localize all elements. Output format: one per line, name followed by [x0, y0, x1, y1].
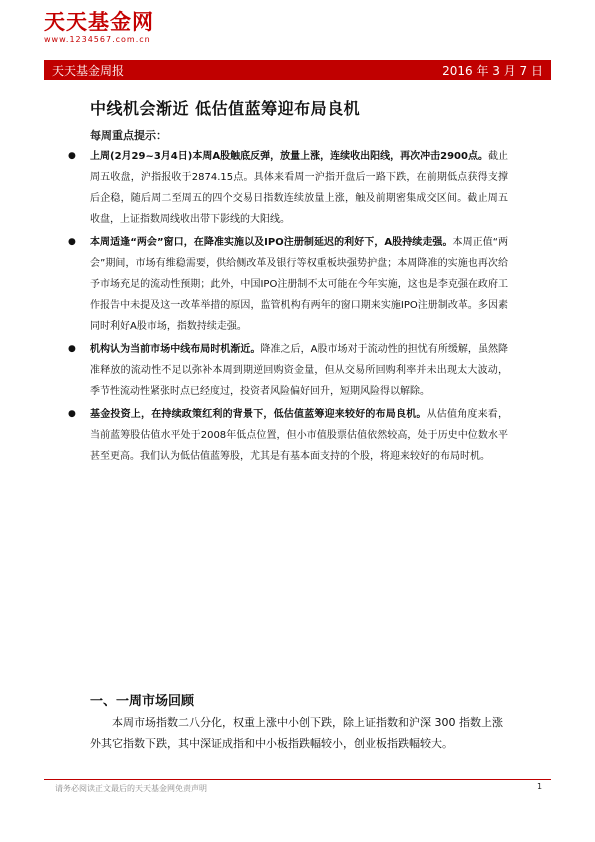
page-title: 中线机会渐近 低估值蓝筹迎布局良机 — [90, 99, 361, 118]
highlight-item — [68, 146, 509, 230]
highlight-body: 从估值角度来看，当前蓝筹股估值水平处于2008年低点位置，但小市值股票估值依然较高，处于历史中位数水平甚至更高。我们认为低估值蓝筹股，尤其是有基本面支持的个股，将迎来较好的布局时机。 — [90, 409, 509, 462]
page-number: 1 — [537, 782, 543, 791]
bullet-icon: ● — [68, 409, 76, 419]
highlight-body: 截止周五收盘，沪指报收于2874.15点。具体来看周一沪指开盘后一路下跌，在前期低点获得支撑后企稳，随后周二至周五的四个交易日指数连续放量上涨，触及前期密集成交区间。截止周五收盘，上证指数周线收出带下影线的大阳线。 — [90, 151, 509, 225]
weekly-highlights-heading: 每周重点提示： — [90, 129, 167, 142]
highlight-lead: 基金投资上，在持续政策红利的背景下，低估值蓝筹迎来较好的布局良机。 — [90, 409, 427, 420]
logo — [44, 10, 154, 44]
header-bar — [44, 60, 551, 80]
report-name: 天天基金周报 — [52, 63, 125, 78]
logo-url: www.1234567.com.cn — [44, 35, 151, 44]
section-heading: 一、一周市场回顾 — [90, 694, 195, 709]
logo-text: 天天基金网 — [44, 9, 154, 34]
highlight-item — [68, 232, 509, 337]
highlight-item — [68, 339, 509, 402]
highlight-lead: 本周适逢“两会”窗口，在降准实施以及IPO注册制延迟的利好下，A股持续走强。 — [90, 237, 453, 248]
highlight-item — [68, 404, 509, 467]
report-date: 2016 年 3 月 7 日 — [442, 63, 543, 78]
highlight-lead: 机构认为当前市场中线布局时机渐近。 — [90, 344, 261, 355]
highlight-body: 降准之后，A股市场对于流动性的担忧有所缓解，虽然降准释放的流动性不足以弥补本周到期逆回购资金量，但从交易所回购利率并未出现太大波动，季节性流动性紧张时点已经度过，投资者风险偏好回升，短期风险得以解除。 — [90, 344, 509, 397]
footer-disclaimer: 请务必阅读正文最后的天天基金网免责声明 — [55, 784, 207, 793]
footer-divider — [44, 779, 551, 780]
bullet-icon: ● — [68, 344, 76, 354]
section-body: 本周市场指数二八分化，权重上涨中小创下跌，除上证指数和沪深 300 指数上涨外其它指数下跌，其中深证成指和中小板指跌幅较小，创业板指跌幅较大。 — [90, 716, 503, 750]
highlight-body: 本周正值“两会”期间，市场有维稳需要，供给侧改革及银行等权重板块强势护盘；本周降准的实施也再次给予市场充足的流动性预期；此外，中国IPO注册制不太可能在今年实施，这也是李克强在政府工作报告中未提及这一改革举措的原因，监管机构有两年的窗口期来实施IPO注册制改革。多因素同时利好A股市场，指数持续走强。 — [90, 237, 509, 332]
highlights-list — [68, 146, 509, 469]
bullet-icon: ● — [68, 237, 76, 247]
highlight-lead: 上周(2月29~3月4日)本周A股触底反弹，放量上涨，连续收出阳线，再次冲击2900点。 — [90, 151, 488, 162]
bullet-icon: ● — [68, 151, 76, 161]
